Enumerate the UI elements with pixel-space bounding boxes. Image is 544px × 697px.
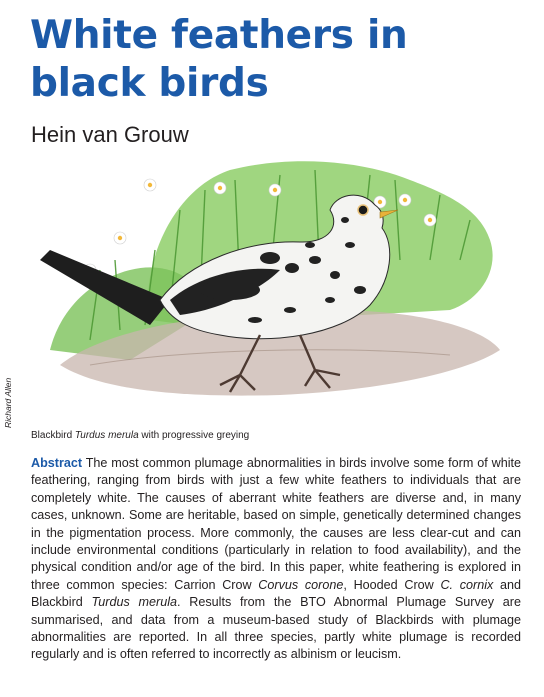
- abstract-paragraph: [31, 455, 521, 664]
- author-name: Hein van Grouw: [31, 122, 189, 147]
- abstract-text-4: . Results from the BTO Abnormal Plumage Survey are summarised, and data from a museum-based study of Blackbirds with plumage abnormalities are reported. In all three species, partly white plumage is recorded regularly and is often referred to incorrectly as albinism or leucism.: [31, 595, 521, 662]
- abstract-italic-1: Corvus corone: [258, 577, 344, 592]
- abstract-italic-2: C. cornix: [440, 577, 494, 592]
- figure-caption: [31, 430, 249, 441]
- caption-prefix: Blackbird: [31, 430, 75, 441]
- abstract-text-2: , Hooded Crow: [343, 577, 441, 592]
- abstract-italic-3: Turdus merula: [91, 595, 178, 610]
- blackbird-illustration: [30, 150, 520, 430]
- caption-species: Turdus merula: [74, 430, 139, 441]
- article-title: White feathers in black birds: [30, 13, 408, 106]
- caption-suffix: with progressive greying: [138, 430, 250, 441]
- abstract-text-3: and Blackbird: [31, 577, 522, 610]
- abstract-text-1: The most common plumage abnormalities in birds involve some form of white feathering, ranging from birds with just a few white feathers to individuals that are completely white. The causes of aberrant white feathers are diverse and, in many cases, unknown. Some are heritable, based on simple, genetically determined changes in the pigmentation process. More commonly, the causes are less clear-cut and can include environmental conditions (particularly in relation to food availability), and the physical condition and/or age of the bird. In this paper, white feathering is explored in three common species: Carrion Crow: [31, 456, 521, 592]
- illustration-credit: Richard Allen: [3, 377, 13, 428]
- abstract-label: Abstract: [31, 456, 83, 470]
